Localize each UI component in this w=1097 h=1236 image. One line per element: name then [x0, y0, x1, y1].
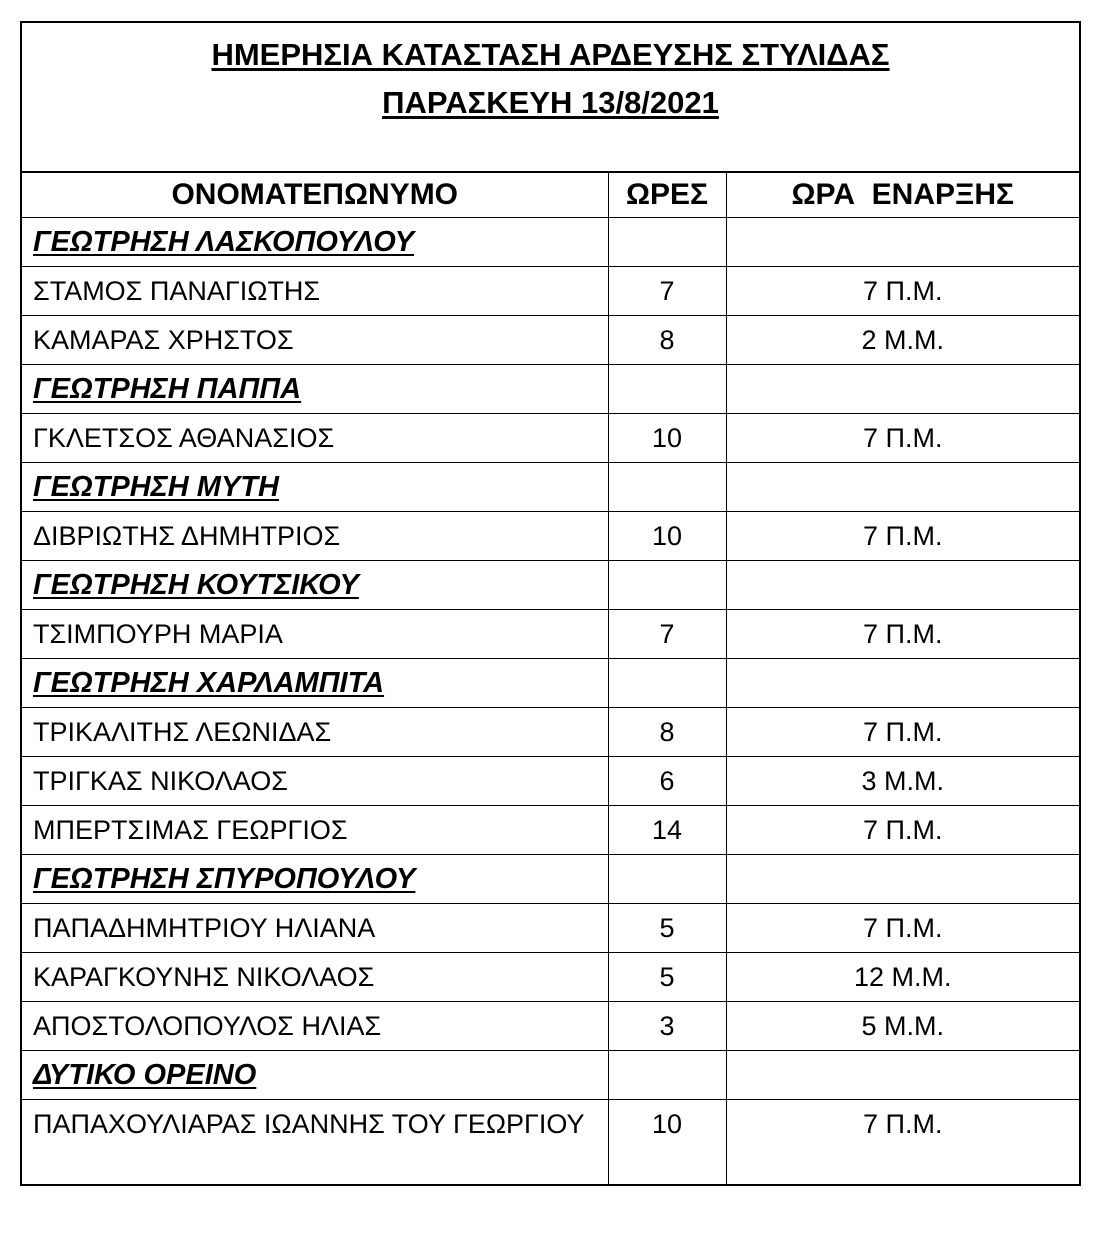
start-time-value: 7 Π.Μ. — [726, 414, 1079, 463]
section-label: ΓΕΩΤΡΗΣΗ ΠΑΠΠΑ — [22, 365, 608, 414]
start-time-value: 5 Μ.Μ. — [726, 1002, 1079, 1051]
person-name: ΚΑΜΑΡΑΣ ΧΡΗΣΤΟΣ — [22, 316, 608, 365]
hours-value: 10 — [608, 512, 726, 561]
table-row — [22, 904, 1079, 953]
empty-cell — [608, 855, 726, 904]
section-label: ΓΕΩΤΡΗΣΗ ΧΑΡΛΑΜΠΙΤΑ — [22, 659, 608, 708]
person-name: ΚΑΡΑΓΚΟΥΝΗΣ ΝΙΚΟΛΑΟΣ — [22, 953, 608, 1002]
irrigation-schedule-sheet — [20, 21, 1081, 1186]
title-block — [22, 23, 1079, 173]
hours-value: 7 — [608, 610, 726, 659]
section-row — [22, 1051, 1079, 1100]
hours-value: 3 — [608, 1002, 726, 1051]
header-name: ΟΝΟΜΑΤΕΠΩΝΥΜΟ — [22, 173, 608, 218]
start-time-value: 3 Μ.Μ. — [726, 757, 1079, 806]
document-date: ΠΑΡΑΣΚΕΥΗ 13/8/2021 — [382, 85, 719, 120]
section-row — [22, 855, 1079, 904]
table-row — [22, 267, 1079, 316]
table-row — [22, 806, 1079, 855]
section-label: ΓΕΩΤΡΗΣΗ ΜΥΤΗ — [22, 463, 608, 512]
section-row — [22, 218, 1079, 267]
empty-cell — [726, 218, 1079, 267]
empty-cell — [608, 463, 726, 512]
empty-cell — [608, 365, 726, 414]
table-row — [22, 1100, 1079, 1185]
section-label: ΔΥΤΙΚΟ ΟΡΕΙΝΟ — [22, 1051, 608, 1100]
table-row — [22, 708, 1079, 757]
person-name: ΤΡΙΚΑΛΙΤΗΣ ΛΕΩΝΙΔΑΣ — [22, 708, 608, 757]
table-row — [22, 953, 1079, 1002]
person-name: ΑΠΟΣΤΟΛΟΠΟΥΛΟΣ ΗΛΙΑΣ — [22, 1002, 608, 1051]
header-hours: ΩΡΕΣ — [608, 173, 726, 218]
section-label: ΓΕΩΤΡΗΣΗ ΣΠΥΡΟΠΟΥΛΟΥ — [22, 855, 608, 904]
hours-value: 14 — [608, 806, 726, 855]
header-start-time: ΩΡΑ ΕΝΑΡΞΗΣ — [726, 173, 1079, 218]
section-row — [22, 365, 1079, 414]
start-time-value: 7 Π.Μ. — [726, 904, 1079, 953]
hours-value: 10 — [608, 1100, 726, 1185]
schedule-table — [22, 173, 1079, 1184]
section-label: ΓΕΩΤΡΗΣΗ ΛΑΣΚΟΠΟΥΛΟΥ — [22, 218, 608, 267]
start-time-value: 12 Μ.Μ. — [726, 953, 1079, 1002]
person-name: ΠΑΠΑΧΟΥΛΙΑΡΑΣ ΙΩΑΝΝΗΣ ΤΟΥ ΓΕΩΡΓΙΟΥ — [22, 1100, 608, 1185]
start-time-value: 7 Π.Μ. — [726, 806, 1079, 855]
hours-value: 5 — [608, 904, 726, 953]
hours-value: 6 — [608, 757, 726, 806]
empty-cell — [608, 561, 726, 610]
person-name: ΔΙΒΡΙΩΤΗΣ ΔΗΜΗΤΡΙΟΣ — [22, 512, 608, 561]
hours-value: 7 — [608, 267, 726, 316]
header-row — [22, 173, 1079, 218]
empty-cell — [726, 463, 1079, 512]
table-row — [22, 316, 1079, 365]
person-name: ΤΡΙΓΚΑΣ ΝΙΚΟΛΑΟΣ — [22, 757, 608, 806]
empty-cell — [608, 218, 726, 267]
empty-cell — [726, 855, 1079, 904]
start-time-value: 7 Π.Μ. — [726, 610, 1079, 659]
empty-cell — [726, 561, 1079, 610]
table-row — [22, 1002, 1079, 1051]
section-label: ΓΕΩΤΡΗΣΗ ΚΟΥΤΣΙΚΟΥ — [22, 561, 608, 610]
section-row — [22, 463, 1079, 512]
empty-cell — [726, 659, 1079, 708]
hours-value: 8 — [608, 708, 726, 757]
empty-cell — [726, 365, 1079, 414]
document-title: ΗΜΕΡΗΣΙΑ ΚΑΤΑΣΤΑΣΗ ΑΡΔΕΥΣΗΣ ΣΤΥΛΙΔΑΣ — [211, 37, 890, 72]
person-name: ΣΤΑΜΟΣ ΠΑΝΑΓΙΩΤΗΣ — [22, 267, 608, 316]
start-time-value: 7 Π.Μ. — [726, 267, 1079, 316]
empty-cell — [608, 659, 726, 708]
start-time-value: 7 Π.Μ. — [726, 1100, 1079, 1185]
person-name: ΤΣΙΜΠΟΥΡΗ ΜΑΡΙΑ — [22, 610, 608, 659]
table-row — [22, 512, 1079, 561]
hours-value: 5 — [608, 953, 726, 1002]
start-time-value: 2 Μ.Μ. — [726, 316, 1079, 365]
table-row — [22, 610, 1079, 659]
hours-value: 10 — [608, 414, 726, 463]
table-row — [22, 757, 1079, 806]
person-name: ΜΠΕΡΤΣΙΜΑΣ ΓΕΩΡΓΙΟΣ — [22, 806, 608, 855]
start-time-value: 7 Π.Μ. — [726, 512, 1079, 561]
empty-cell — [608, 1051, 726, 1100]
person-name: ΠΑΠΑΔΗΜΗΤΡΙΟΥ ΗΛΙΑΝΑ — [22, 904, 608, 953]
person-name: ΓΚΛΕΤΣΟΣ ΑΘΑΝΑΣΙΟΣ — [22, 414, 608, 463]
table-row — [22, 414, 1079, 463]
section-row — [22, 659, 1079, 708]
empty-cell — [726, 1051, 1079, 1100]
section-row — [22, 561, 1079, 610]
hours-value: 8 — [608, 316, 726, 365]
start-time-value: 7 Π.Μ. — [726, 708, 1079, 757]
